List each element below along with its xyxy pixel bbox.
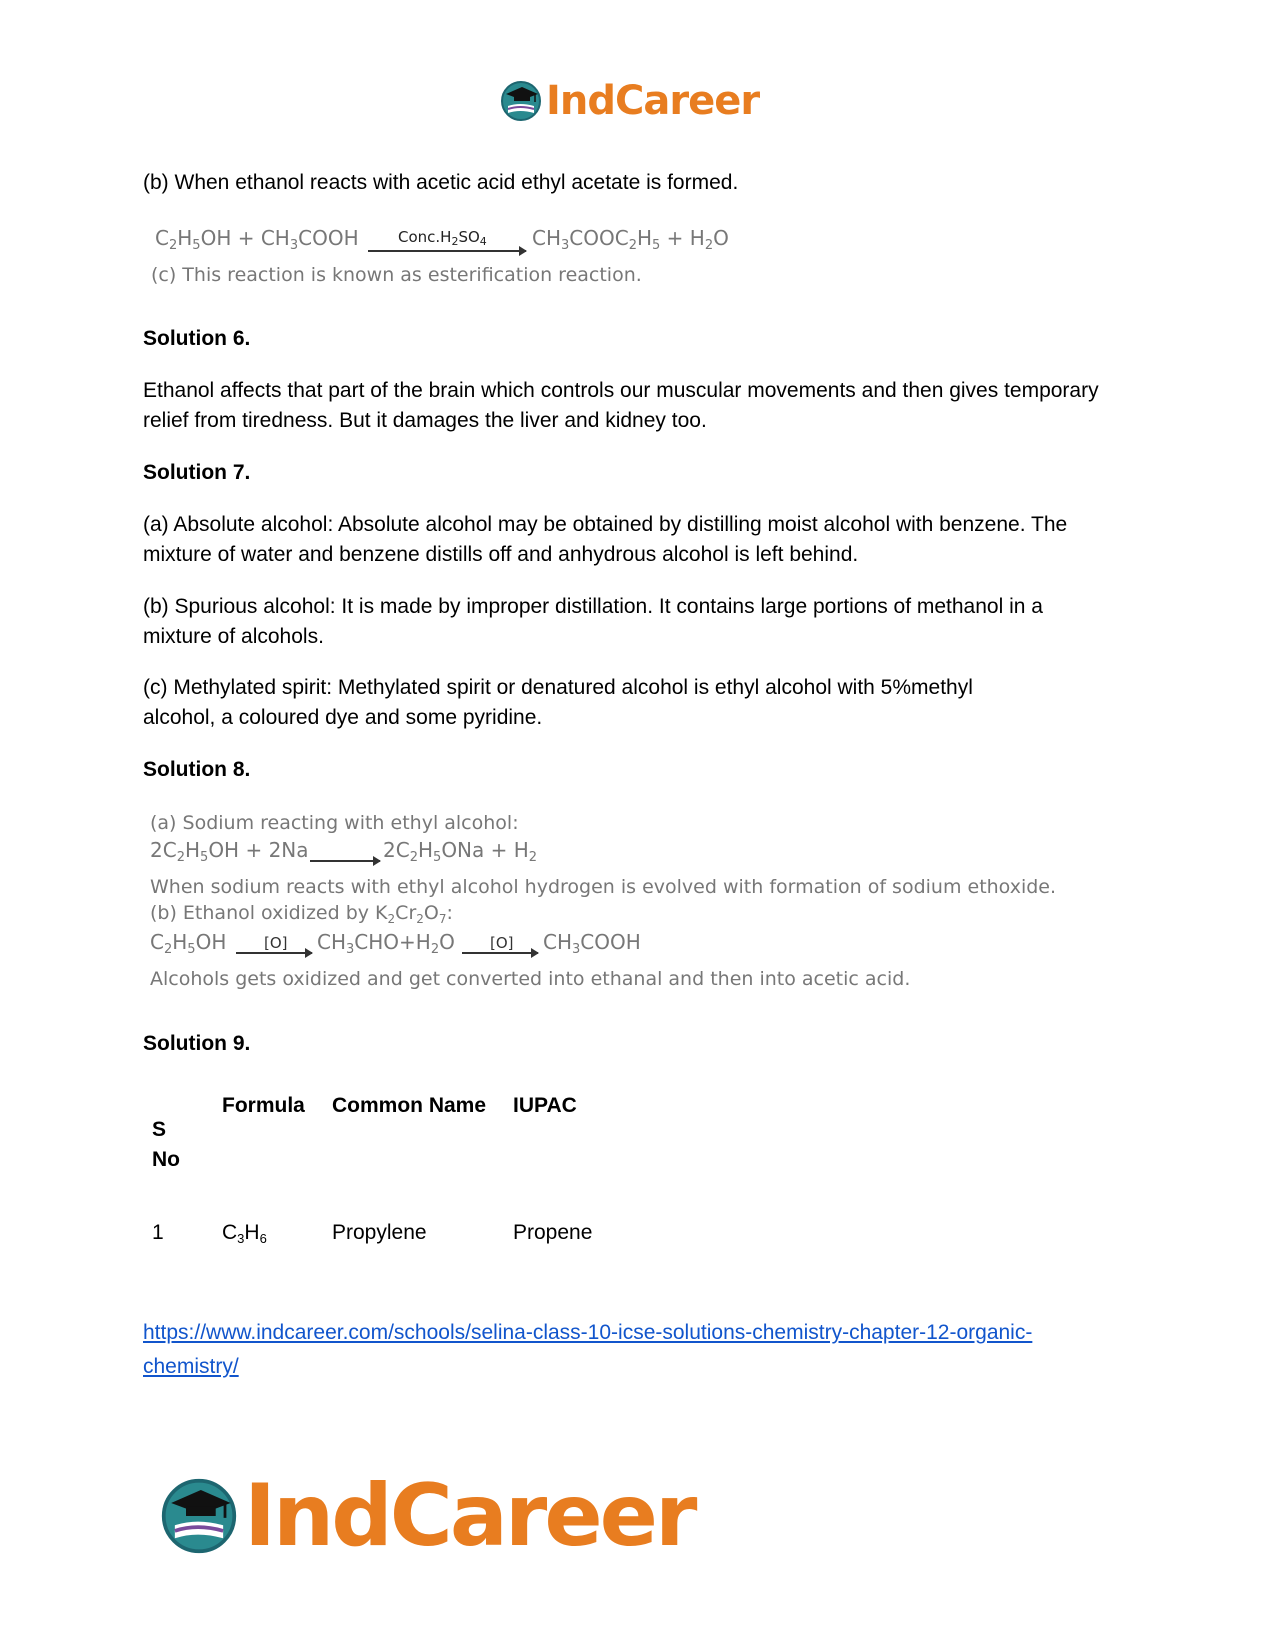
solution-6-heading: Solution 6. xyxy=(143,327,251,350)
oxidation-title: (b) Ethanol oxidized by $K_2Cr_2O_7$: xyxy=(150,902,453,926)
sodium-equation-rhs: $2C_2H_5ONa + H_2$ xyxy=(383,838,538,865)
reaction-arrow xyxy=(368,250,526,252)
reaction-b-text: (b) When ethanol reacts with acetic acid ethyl acetate is formed. xyxy=(143,171,739,194)
oxidant-label-1: [O] xyxy=(264,934,288,952)
indcareer-logo-bottom xyxy=(160,1466,694,1566)
row-1-sno: 1 xyxy=(152,1221,164,1244)
oxidation-arrow-2 xyxy=(462,952,538,954)
oxidation-arrow-1 xyxy=(236,952,312,954)
equation-lhs: $C_2H_5OH$ + $CH_3COOH$ xyxy=(155,226,359,253)
catalyst-label: $Conc.H_2SO_4$ xyxy=(398,228,487,248)
graduation-cap-book-icon xyxy=(500,80,542,122)
source-url-link[interactable]: https://www.indcareer.com/schools/selina-class-10-icse-solutions-chemistry-chapter-12-organic-chemistry/ xyxy=(143,1321,1033,1378)
solution-7-b: (b) Spurious alcohol: It is made by improper distillation. It contains large portions of methanol in a mixture of alcohols. xyxy=(143,595,1043,648)
solution-8-heading: Solution 8. xyxy=(143,758,251,781)
solution-6-text: Ethanol affects that part of the brain which controls our muscular movements and then gives temporary relief from tiredness. But it damages the liver and kidney too. xyxy=(143,379,1099,432)
logo-text: IndCareer xyxy=(546,78,760,124)
oxidant-label-2: [O] xyxy=(490,934,514,952)
sodium-equation-lhs: $2C_2H_5OH + 2Na$ xyxy=(150,838,309,865)
solution-7-heading: Solution 7. xyxy=(143,461,251,484)
ethanal-water: $CH_3CHO+H_2O$ xyxy=(317,930,455,957)
acetic-acid-formula: $CH_3COOH$ xyxy=(543,930,641,957)
sodium-reaction-arrow xyxy=(310,860,380,862)
graduation-cap-book-icon xyxy=(160,1477,238,1555)
solution-9-heading: Solution 9. xyxy=(143,1032,251,1055)
header-common-name: Common Name xyxy=(332,1094,487,1117)
row-1-iupac: Propene xyxy=(513,1221,593,1244)
header-sno-line1: S xyxy=(152,1118,167,1141)
sodium-reaction-title: (a) Sodium reacting with ethyl alcohol: xyxy=(150,812,519,834)
header-sno-line2: No xyxy=(152,1148,180,1171)
header-formula: Formula xyxy=(222,1094,305,1117)
ethanol-formula: $C_2H_5OH$ xyxy=(150,930,227,957)
esterification-note: (c) This reaction is known as esterification reaction. xyxy=(151,264,642,286)
row-1-common-name: Propylene xyxy=(332,1221,427,1244)
oxidation-note: Alcohols gets oxidized and get converted into ethanal and then into acetic acid. xyxy=(150,968,911,990)
header-iupac: IUPAC xyxy=(513,1094,577,1117)
logo-text: IndCareer xyxy=(244,1466,695,1566)
esterification-equation-image xyxy=(150,222,770,292)
equation-rhs: $CH_3COOC_2H_5 + H_2O$ xyxy=(532,226,729,253)
solution-7-c: (c) Methylated spirit: Methylated spirit or denatured alcohol is ethyl alcohol with 5%methyl alcohol, a coloured dye and some pyridine. xyxy=(143,676,973,729)
sodium-reaction-note: When sodium reacts with ethyl alcohol hydrogen is evolved with formation of sodium ethoxide. xyxy=(150,876,1057,898)
solution-8-equations-image xyxy=(150,812,1057,1002)
solution-7-a: (a) Absolute alcohol: Absolute alcohol may be obtained by distilling moist alcohol with benzene. The mixture of water and benzene distills off and anhydrous alcohol is left behind. xyxy=(143,513,1068,566)
indcareer-logo-top xyxy=(500,78,759,124)
row-1-formula: $C_3H_6$ xyxy=(222,1221,267,1246)
